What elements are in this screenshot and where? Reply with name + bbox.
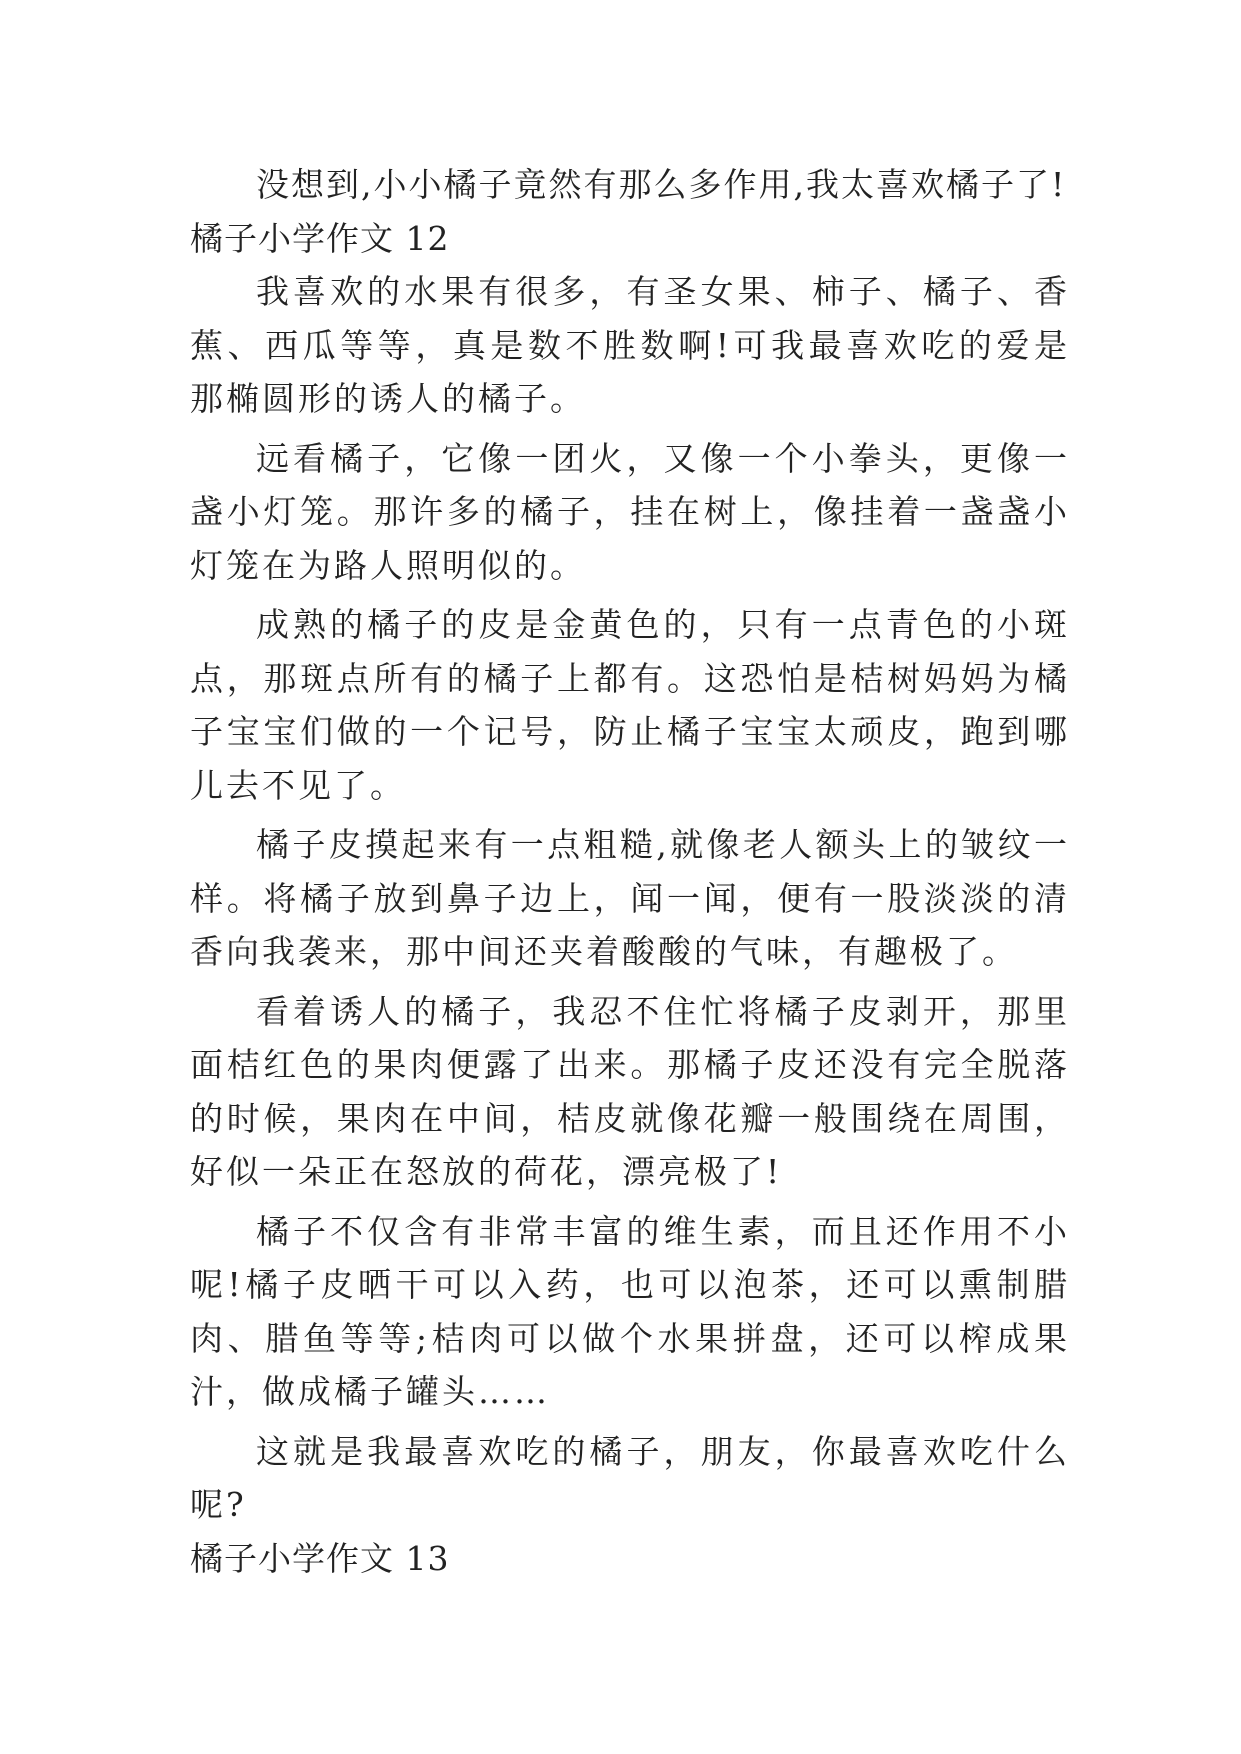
paragraph-appearance: 远看橘子，它像一团火，又像一个小拳头，更像一盏小灯笼。那许多的橘子，挂在树上，像挂着一盏盏小灯笼在为路人照明似的。 bbox=[190, 438, 1070, 585]
paragraph-texture-smell: 橘子皮摸起来有一点粗糙,就像老人额头上的皱纹一样。将橘子放到鼻子边上，闻一闻，便有一股淡淡的清香向我袭来，那中间还夹着酸酸的气味，有趣极了。 bbox=[190, 825, 1070, 971]
paragraph-closing: 这就是我最喜欢吃的橘子，朋友，你最喜欢吃什么呢? bbox=[190, 1431, 1070, 1524]
paragraph-intro: 我喜欢的水果有很多，有圣女果、柿子、橘子、香蕉、西瓜等等，真是数不胜数啊!可我最喜欢吃的爱是那椭圆形的诱人的橘子。 bbox=[190, 272, 1070, 418]
paragraph-flesh: 看着诱人的橘子，我忍不住忙将橘子皮剥开，那里面桔红色的果肉便露了出来。那橘子皮还没有完全脱落的时候，果肉在中间，桔皮就像花瓣一般围绕在周围，好似一朵正在怒放的荷花，漂亮极了! bbox=[190, 991, 1070, 1191]
document-body bbox=[190, 158, 1070, 1585]
section-heading-13: 橘子小学作文 13 bbox=[190, 1538, 450, 1578]
paragraph-conclusion: 没想到,小小橘子竟然有那么多作用,我太喜欢橘子了! bbox=[256, 165, 1067, 204]
paragraph-uses: 橘子不仅含有非常丰富的维生素，而且还作用不小呢!橘子皮晒干可以入药，也可以泡茶，还可以熏制腊肉、腊鱼等等;桔肉可以做个水果拼盘，还可以榨成果汁，做成橘子罐头…… bbox=[190, 1211, 1070, 1411]
paragraph-peel-color: 成熟的橘子的皮是金黄色的，只有一点青色的小斑点，那斑点所有的橘子上都有。这恐怕是桔树妈妈为橘子宝宝们做的一个记号，防止橘子宝宝太顽皮，跑到哪儿去不见了。 bbox=[190, 605, 1070, 805]
section-heading-12: 橘子小学作文 12 bbox=[190, 218, 450, 258]
